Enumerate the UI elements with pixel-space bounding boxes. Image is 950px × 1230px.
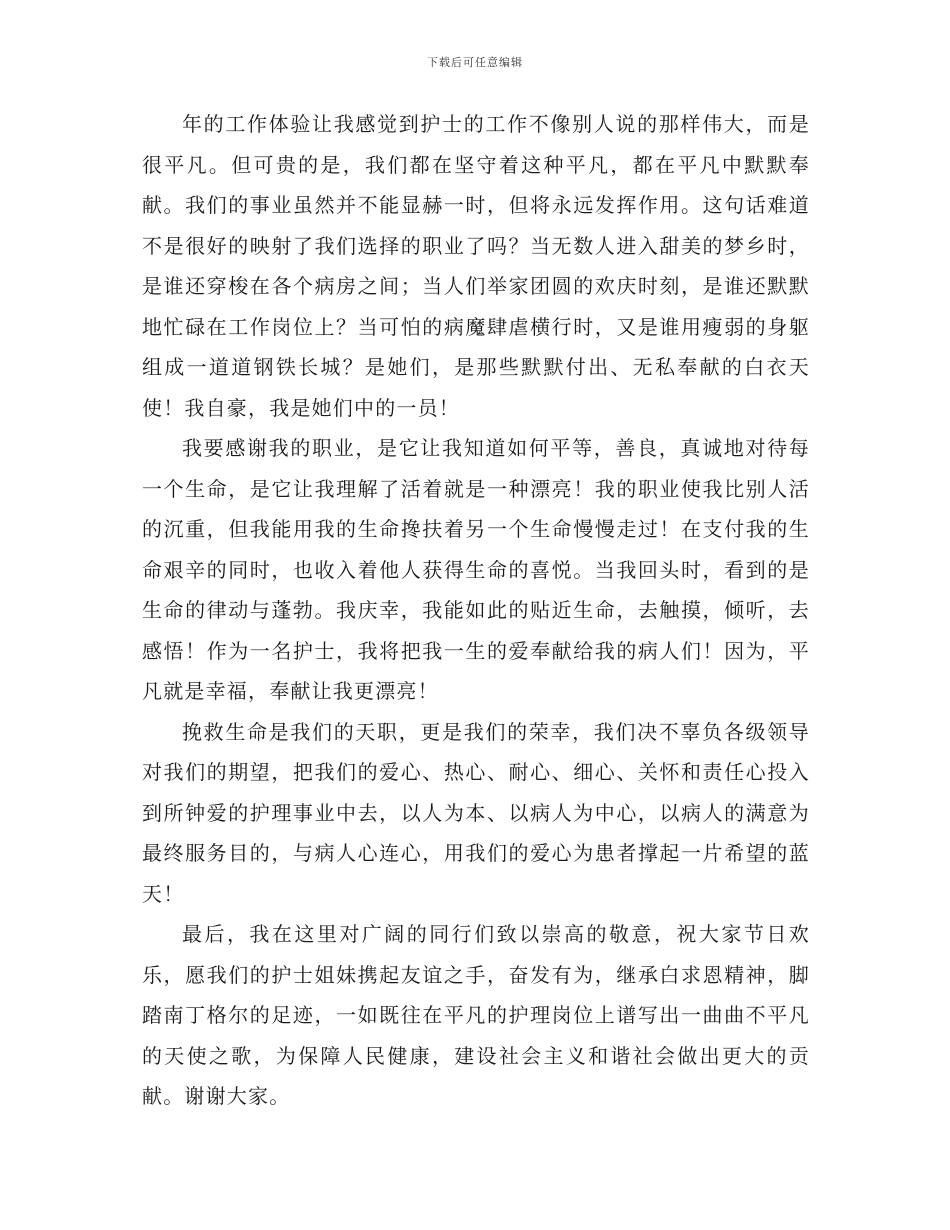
header-note: 下载后可任意编辑 xyxy=(427,56,523,69)
paragraph-2: 我要感谢我的职业，是它让我知道如何平等，善良，真诚地对待每一个生命，是它让我理解了活着就是一种漂亮！我的职业使我比别人活的沉重，但我能用我的生命搀扶着另一个生命慢慢走过！在支付我的生命艰辛的同时，也收入着他人获得生命的喜悦。当我回头时，看到的是生命的律动与蓬勃。我庆幸，我能如此的贴近生命，去触摸，倾听，去感悟！作为一名护士，我将把我一生的爱奉献给我的病人们！因为，平凡就是幸福，奉献让我更漂亮！ xyxy=(142,436,810,703)
document-body xyxy=(142,104,810,1117)
paragraph-3: 挽救生命是我们的天职，更是我们的荣幸，我们决不辜负各级领导对我们的期望，把我们的爱心、热心、耐心、细心、关怀和责任心投入到所钟爱的护理事业中去，以人为本、以病人为中心，以病人的满意为最终服务目的，与病人心连心，用我们的爱心为患者撑起一片希望的蓝天！ xyxy=(142,719,810,906)
paragraph-1: 年的工作体验让我感觉到护士的工作不像别人说的那样伟大，而是很平凡。但可贵的是，我们都在坚守着这种平凡，都在平凡中默默奉献。我们的事业虽然并不能显赫一时，但将永远发挥作用。这句话难道不是很好的映射了我们选择的职业了吗？当无数人进入甜美的梦乡时，是谁还穿梭在各个病房之间；当人们举家团圆的欢庆时刻，是谁还默默地忙碌在工作岗位上？当可怕的病魔肆虐横行时，又是谁用瘦弱的身躯组成一道道钢铁长城？是她们，是那些默默付出、无私奉献的白衣天使！我自豪，我是她们中的一员！ xyxy=(142,112,810,420)
paragraph-4: 最后，我在这里对广阔的同行们致以崇高的敬意，祝大家节日欢乐，愿我们的护士姐妹携起友谊之手，奋发有为，继承白求恩精神，脚踏南丁格尔的足迹，一如既往在平凡的护理岗位上谱写出一曲曲不平凡的天使之歌，为保障人民健康，建设社会主义和谐社会做出更大的贡献。谢谢大家。 xyxy=(142,922,810,1108)
